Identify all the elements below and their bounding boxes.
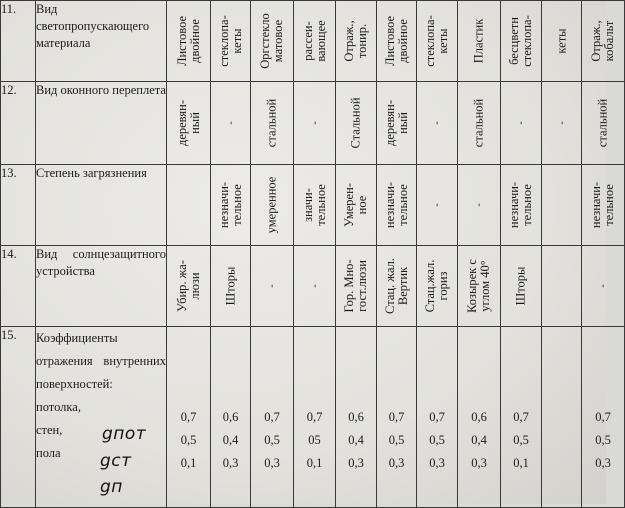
coef-cell bbox=[501, 327, 542, 508]
cell-line: углом 40° bbox=[478, 260, 492, 312]
cell-line: - bbox=[431, 121, 443, 125]
cell-line: кеты bbox=[554, 28, 568, 54]
cell-line: - bbox=[556, 121, 567, 125]
coef-value: 0,7 bbox=[306, 410, 323, 424]
table-cell bbox=[582, 246, 625, 327]
table-cell bbox=[336, 165, 377, 246]
coef-label-floor: пола bbox=[36, 446, 61, 460]
coef-cell bbox=[458, 327, 501, 508]
cell-text bbox=[350, 97, 363, 148]
cell-line: Пластик bbox=[471, 18, 486, 64]
table-cell bbox=[501, 82, 542, 165]
cell-text bbox=[384, 182, 410, 228]
coef-label-walls: стен, bbox=[36, 423, 63, 437]
cell-text bbox=[597, 284, 610, 287]
coef-value: 0,3 bbox=[471, 456, 487, 470]
cell-line: кеты bbox=[436, 28, 450, 54]
cell-line: - bbox=[473, 203, 485, 207]
cell-text bbox=[343, 183, 369, 227]
cell-text bbox=[424, 260, 450, 313]
cell-text bbox=[424, 15, 450, 67]
table-cell bbox=[582, 1, 625, 82]
cell-line: тельное bbox=[313, 184, 328, 226]
cell-line: Козырек с bbox=[465, 259, 479, 313]
cell-line: - bbox=[225, 121, 236, 125]
cell-line: стеклопа- bbox=[520, 15, 534, 67]
cell-line: Шторы bbox=[513, 266, 528, 306]
cell-line: бесцветн bbox=[507, 17, 521, 65]
cell-line: Убир. жа- bbox=[174, 260, 189, 312]
coef-cell bbox=[582, 327, 625, 508]
coef-value: 05 bbox=[308, 433, 321, 447]
cell-line: незначи- bbox=[589, 181, 603, 229]
table-cell bbox=[251, 165, 294, 246]
table-cell bbox=[167, 165, 211, 246]
table-cell bbox=[458, 165, 501, 246]
table-row bbox=[1, 165, 625, 246]
table-cell bbox=[458, 1, 501, 82]
coef-value: 0,5 bbox=[264, 433, 280, 447]
table-cell bbox=[542, 1, 582, 82]
table-cell bbox=[542, 82, 582, 165]
cell-line: Стальной bbox=[348, 97, 363, 149]
cell-line: гориз bbox=[436, 271, 450, 301]
cell-line: Гор. Мно- bbox=[342, 259, 356, 313]
coef-label-label: Коэффициенты отражения внутренних поверхностей: bbox=[36, 331, 166, 391]
cell-text bbox=[384, 100, 410, 146]
cell-line: тонир. bbox=[355, 23, 369, 59]
cell-line: Листовое bbox=[174, 15, 189, 67]
cell-line: стальной bbox=[471, 98, 486, 148]
cell-text bbox=[555, 28, 568, 53]
table-cell bbox=[377, 1, 417, 82]
row-number: 15. bbox=[1, 327, 36, 508]
cell-line: Вертик bbox=[395, 266, 410, 306]
coef-cell bbox=[211, 327, 251, 508]
cell-line: тельное bbox=[229, 184, 244, 226]
cell-line: Стац. жал. bbox=[382, 258, 397, 314]
cell-line: стеклопа- bbox=[423, 15, 437, 67]
cell-line: стеклопа- bbox=[216, 15, 231, 67]
row-number: 14. bbox=[1, 246, 36, 327]
cell-line: Шторы bbox=[223, 266, 237, 306]
table-cell bbox=[251, 82, 294, 165]
cell-text bbox=[302, 184, 328, 226]
table-row bbox=[1, 246, 625, 327]
cell-text bbox=[466, 259, 492, 313]
cell-line: Оргстекло bbox=[258, 13, 272, 69]
cell-line: деревян- bbox=[382, 99, 397, 147]
table-cell bbox=[458, 246, 501, 327]
table-cell bbox=[417, 1, 458, 82]
cell-text bbox=[597, 99, 610, 147]
coef-value: 0,3 bbox=[388, 456, 405, 470]
cell-line: Умерен- bbox=[342, 183, 356, 227]
row-label: Вид светопропускающего материала bbox=[36, 1, 167, 82]
table-cell bbox=[417, 82, 458, 165]
handwritten-note-ceiling: gпот bbox=[102, 424, 147, 444]
coef-value: 0,4 bbox=[222, 433, 239, 447]
table-cell bbox=[501, 165, 542, 246]
cell-line: стальной bbox=[595, 98, 610, 148]
table-cell bbox=[211, 165, 251, 246]
table-cell bbox=[336, 82, 377, 165]
cell-text bbox=[431, 121, 444, 124]
cell-text bbox=[259, 13, 285, 69]
cell-line: - bbox=[309, 121, 320, 125]
table-cell bbox=[294, 246, 336, 327]
cell-text bbox=[176, 100, 202, 146]
cell-line: Листовое bbox=[382, 15, 397, 67]
row-label: Степень загрязнения bbox=[36, 165, 167, 246]
cell-line: люзи bbox=[187, 272, 202, 300]
cell-text bbox=[473, 19, 486, 64]
table-cell bbox=[542, 165, 582, 246]
cell-line: тельное bbox=[520, 184, 534, 226]
table-cell bbox=[211, 1, 251, 82]
handwritten-note-floor: gп bbox=[100, 477, 123, 497]
table-cell bbox=[211, 246, 251, 327]
row-label: Вид оконного переплета bbox=[36, 82, 167, 165]
cell-line: гост.люзи bbox=[355, 260, 369, 312]
cell-line: вающее bbox=[313, 20, 328, 62]
cell-line: - bbox=[597, 284, 609, 288]
coef-cell bbox=[417, 327, 458, 508]
table-cell bbox=[167, 1, 211, 82]
table-cell bbox=[167, 246, 211, 327]
cell-text bbox=[218, 182, 244, 228]
cell-line: значи- bbox=[300, 188, 315, 222]
coef-value: 0,1 bbox=[180, 456, 197, 470]
cell-text bbox=[508, 182, 534, 228]
cell-line: умеренное bbox=[264, 176, 279, 234]
cell-text bbox=[266, 177, 279, 234]
table-cell bbox=[582, 82, 625, 165]
cell-text bbox=[343, 20, 369, 61]
cell-text bbox=[308, 121, 321, 124]
table-cell bbox=[458, 82, 501, 165]
table-cell bbox=[417, 246, 458, 327]
table-cell bbox=[501, 246, 542, 327]
table-row-coefficients bbox=[1, 327, 625, 508]
coef-cell bbox=[542, 327, 582, 508]
table-cell bbox=[251, 246, 294, 327]
table-cell bbox=[417, 165, 458, 246]
coef-value: 0,7 bbox=[264, 410, 280, 424]
coef-value: 0,5 bbox=[180, 433, 197, 447]
cell-line: тельное bbox=[395, 184, 410, 226]
cell-text bbox=[508, 15, 534, 67]
table-cell bbox=[294, 82, 336, 165]
cell-line: - bbox=[431, 203, 443, 207]
cell-text bbox=[555, 121, 568, 124]
cell-line: стальной bbox=[264, 98, 279, 148]
table-cell bbox=[377, 82, 417, 165]
coef-value: 0,5 bbox=[388, 433, 405, 447]
cell-line: - bbox=[266, 284, 278, 288]
coef-value: 0,3 bbox=[222, 456, 239, 470]
cell-line: Стац.жал. bbox=[423, 259, 437, 313]
cell-line: - bbox=[309, 284, 320, 288]
coef-value: 0,7 bbox=[595, 410, 611, 424]
coef-value: 0,5 bbox=[429, 433, 445, 447]
coef-value: 0,5 bbox=[595, 433, 611, 447]
cell-text bbox=[224, 121, 237, 124]
row-number: 11. bbox=[1, 1, 36, 82]
table-cell bbox=[211, 82, 251, 165]
cell-line: незначи- bbox=[507, 181, 521, 229]
coef-value: 0,7 bbox=[513, 410, 529, 424]
cell-text bbox=[266, 99, 279, 147]
coef-label-ceiling: потолка, bbox=[36, 400, 81, 414]
cell-line: деревян- bbox=[174, 99, 189, 147]
coef-cell bbox=[251, 327, 294, 508]
table-cell bbox=[582, 165, 625, 246]
coef-value: 0,7 bbox=[429, 410, 445, 424]
cell-line: двойное bbox=[187, 19, 202, 63]
coef-value: 0,6 bbox=[348, 410, 364, 424]
cell-line: тельное bbox=[602, 184, 616, 226]
cell-line: незначи- bbox=[216, 181, 231, 229]
cell-text bbox=[218, 15, 244, 67]
coef-value: 0,3 bbox=[595, 456, 611, 470]
table-cell bbox=[542, 246, 582, 327]
table-cell bbox=[336, 246, 377, 327]
coef-value: 0,6 bbox=[471, 410, 487, 424]
cell-line: ное bbox=[355, 195, 369, 215]
cell-line: Отраж., bbox=[589, 20, 603, 62]
cell-text bbox=[473, 203, 486, 206]
table-cell bbox=[294, 1, 336, 82]
coef-value: 0,4 bbox=[471, 433, 487, 447]
coef-cell bbox=[377, 327, 417, 508]
coef-cell bbox=[167, 327, 211, 508]
cell-text bbox=[431, 203, 444, 206]
cell-line: кобальт bbox=[602, 20, 616, 62]
table-cell bbox=[377, 165, 417, 246]
cell-text bbox=[308, 284, 321, 287]
row-number: 12. bbox=[1, 82, 36, 165]
coef-value: 0,4 bbox=[348, 433, 364, 447]
cell-text bbox=[515, 267, 528, 306]
table-row bbox=[1, 1, 625, 82]
coef-value: 0,7 bbox=[180, 410, 197, 424]
cell-text bbox=[384, 16, 410, 66]
cell-line: двойное bbox=[395, 19, 410, 63]
handwritten-note-walls: gст bbox=[100, 451, 132, 471]
coef-value: 0,3 bbox=[429, 456, 445, 470]
cell-text bbox=[176, 260, 202, 312]
table-cell bbox=[377, 246, 417, 327]
cell-text bbox=[590, 182, 616, 228]
cell-text bbox=[343, 259, 369, 312]
coef-value: 0,6 bbox=[222, 410, 239, 424]
table-cell bbox=[501, 1, 542, 82]
cell-line: матовое bbox=[271, 19, 285, 63]
table-cell bbox=[167, 82, 211, 165]
cell-text bbox=[384, 258, 410, 314]
table-cell bbox=[294, 165, 336, 246]
coef-value: 0,3 bbox=[348, 456, 364, 470]
cell-text bbox=[515, 121, 528, 124]
cell-line: ный bbox=[395, 112, 410, 134]
table-cell bbox=[251, 1, 294, 82]
coef-value: 0,1 bbox=[513, 456, 529, 470]
cell-text bbox=[266, 284, 279, 287]
cell-text bbox=[224, 267, 237, 306]
cell-line: кеты bbox=[229, 28, 244, 54]
cell-line: Отраж., bbox=[342, 20, 356, 62]
cell-text bbox=[302, 20, 328, 61]
cell-text bbox=[590, 20, 616, 61]
coef-value: 0,7 bbox=[388, 410, 405, 424]
cell-line: - bbox=[515, 121, 527, 125]
table-cell bbox=[336, 1, 377, 82]
coef-cell bbox=[336, 327, 377, 508]
row-label: Вид солнцезащитного устройства bbox=[36, 246, 167, 327]
table-row bbox=[1, 82, 625, 165]
coef-value: 0,3 bbox=[264, 456, 280, 470]
coef-value: 0,1 bbox=[306, 456, 323, 470]
cell-line: незначи- bbox=[382, 181, 397, 229]
cell-text bbox=[176, 16, 202, 66]
cell-line: рассеи- bbox=[300, 21, 315, 61]
row-number: 13. bbox=[1, 165, 36, 246]
coef-value: 0,5 bbox=[513, 433, 529, 447]
cell-text bbox=[473, 99, 486, 147]
cell-line: ный bbox=[187, 112, 202, 134]
coef-cell bbox=[294, 327, 336, 508]
